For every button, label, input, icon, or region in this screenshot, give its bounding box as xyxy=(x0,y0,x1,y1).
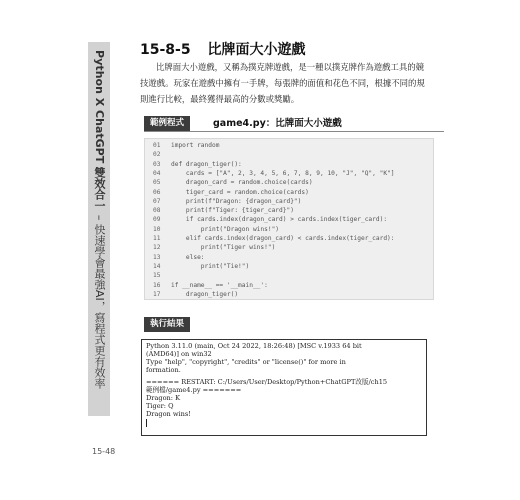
section-number: 15-8-5 xyxy=(140,42,191,58)
shell-output-line: Python 3.11.0 (main, Oct 24 2022, 18:26:48) [MSC v.1933 64 bit xyxy=(146,342,362,350)
shell-output-line: Dragon: K xyxy=(146,394,181,402)
book-title-vertical xyxy=(88,50,110,389)
example-title: game4.py：比牌面大小遊戲 xyxy=(213,118,342,129)
text-cursor xyxy=(146,419,147,427)
shell-output-line: formation. xyxy=(146,366,181,374)
section-heading xyxy=(140,39,305,59)
shell-output-line: 範例檔/game4.py ======= xyxy=(146,386,242,394)
chapter-side-tab xyxy=(88,42,110,416)
shell-output-line: Tiger: Q xyxy=(146,402,174,410)
example-divider xyxy=(144,131,444,132)
section-title: 比牌面大小遊戲 xyxy=(207,42,306,58)
code-listing: 01 import random 02 03 def dragon_tiger(): 04 cards = ["A", 2, 3, 4, 5, 6, 7, 8, 9, 10, "J", "Q", "K"] 05 dragon_card = random.choice(cards) 06 tiger_card = random.choice(cards) 07 print(f"Dragon: {dragon_card}") 08 print(f"Tiger: {tiger_card}") 09 if cards.index(dragon_card) > cards.index(tiger_card): 10 print("Dragon wins!") 11 elif cards.index(dragon_card) < cards.index(tiger_card): 12 print("Tiger wins!") 13 else: 14 print("Tie!") 15 16 if __name__ == '__main__': 17 dragon_tiger() xyxy=(144,138,434,300)
shell-output-line: Dragon wins! xyxy=(146,410,191,418)
book-title: Python X ChatGPT 雙效合一 xyxy=(93,50,106,212)
shell-output-window xyxy=(141,339,427,436)
shell-output-line: (AMD64)] on win32 xyxy=(146,350,212,358)
section-paragraph: 比牌面大小遊戲，又稱為撲克牌遊戲，是一種以撲克牌作為遊戲工具的競技遊戲。玩家在遊戲中擁有一手牌，每張牌的面值和花色不同，根據不同的規則進行比較，最終獲得最高的分數或獎勵。 xyxy=(140,62,425,104)
example-label: 範例程式 xyxy=(144,116,190,131)
shell-output-line: Type "help", "copyright", "credits" or "license()" for more in xyxy=(146,358,346,366)
shell-output-line: ====== RESTART: C:/Users/User/Desktop/Python+ChatGPT改版/ch15 xyxy=(146,378,388,386)
book-subtitle: 快速學會最強AI，寫程式更有效率 xyxy=(93,223,106,389)
book-subtitle-separator: – xyxy=(93,214,106,224)
run-result-label: 執行結果 xyxy=(144,317,190,332)
page-number: 15-48 xyxy=(92,447,116,456)
